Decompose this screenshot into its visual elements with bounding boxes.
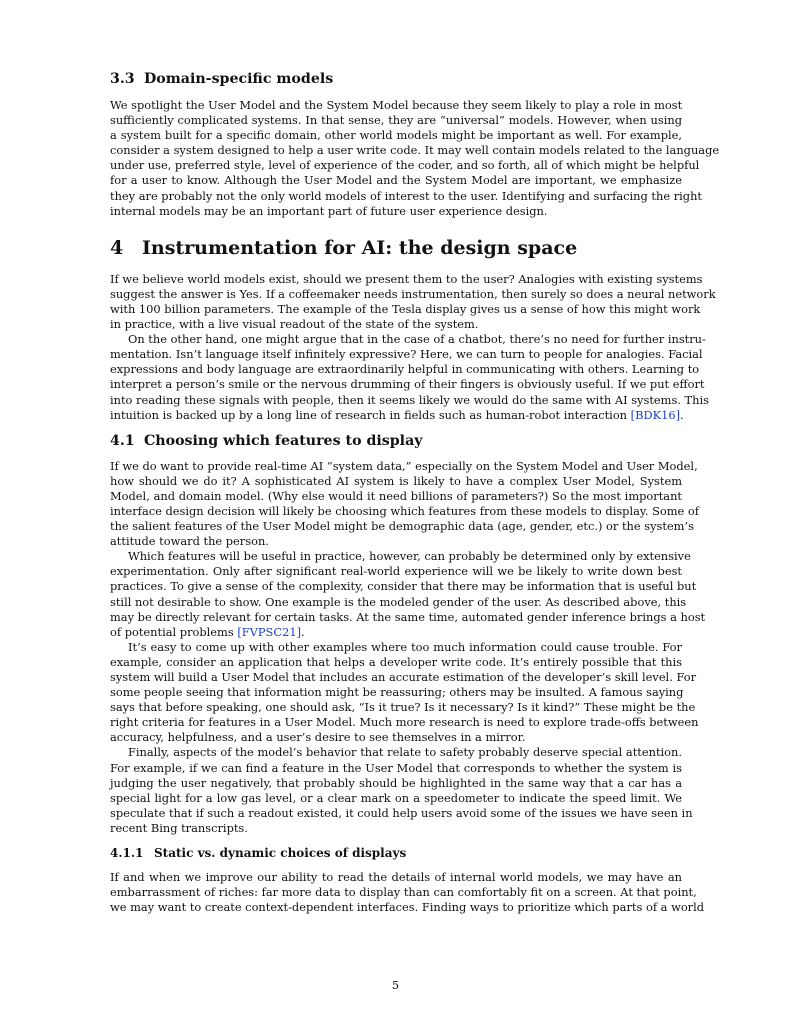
text-line: interface design decision will likely be choosing which features from these models to display. Some of bbox=[110, 503, 699, 518]
section-title: Choosing which features to display bbox=[144, 432, 423, 449]
text-span: of potential problems bbox=[110, 624, 238, 639]
section-4-1-paragraph-2 bbox=[110, 549, 706, 640]
text-line: some people seeing that information might be reassuring; others may be insulted. A famous saying bbox=[110, 685, 684, 700]
text-line: Finally, aspects of the model’s behavior that relate to safety probably deserve special attention. bbox=[128, 745, 682, 760]
text-span: intuition is backed up by a long line of research in fields such as human-robot interaction bbox=[110, 407, 631, 422]
text-line: experimentation. Only after significant real-world experience will we be likely to write down best bbox=[110, 564, 682, 579]
text-line: We spotlight the User Model and the System Model because they seem likely to play a role in most bbox=[110, 98, 683, 112]
section-4-1-1-paragraph bbox=[110, 870, 705, 915]
text-line: says that before speaking, one should ask, “Is it true? Is it necessary? Is it kind?” These might be the bbox=[110, 700, 696, 715]
section-4-1-paragraph-4 bbox=[110, 745, 693, 836]
text-line: If we do want to provide real-time AI “system data,” especially on the System Model and User Model, bbox=[110, 458, 698, 473]
citation-link[interactable]: [FVPSC21] bbox=[237, 624, 302, 639]
text-line: consider a system designed to help a user write code. It may well contain models related to the language bbox=[110, 143, 720, 158]
text-line: Which features will be useful in practice, however, can probably be determined only by extensive bbox=[128, 549, 691, 564]
section-number: 4 bbox=[110, 236, 124, 259]
text-line: attitude toward the person. bbox=[110, 534, 269, 549]
text-line: suggest the answer is Yes. If a coffeemaker needs instrumentation, then surely so does a neural network bbox=[110, 286, 716, 301]
text-line: expressions and body language are extraordinarily helpful in communicating with others. Learning to bbox=[110, 362, 700, 377]
text-line: with 100 billion parameters. The example of the Tesla display gives us a sense of how this might work bbox=[110, 301, 701, 316]
text-line: practices. To give a sense of the complexity, consider that there may be information that is useful but bbox=[110, 579, 697, 594]
text-line: If we believe world models exist, should we present them to the user? Analogies with existing systems bbox=[110, 271, 703, 286]
text-line: It’s easy to come up with other examples where too much information could cause trouble. For bbox=[128, 639, 682, 654]
section-number: 4.1.1 bbox=[110, 846, 144, 861]
text-line: Model, and domain model. (Why else would it need billions of parameters?) So the most important bbox=[110, 488, 682, 503]
section-4-1-paragraph-1 bbox=[110, 458, 699, 550]
section-title: Static vs. dynamic choices of displays bbox=[154, 846, 407, 861]
text-line: accuracy, helpfulness, and a user’s desire to see themselves in a mirror. bbox=[110, 730, 526, 745]
text-span: . bbox=[301, 624, 305, 639]
text-line: sufficiently complicated systems. In that sense, they are “universal” models. However, when using bbox=[110, 113, 682, 128]
citation-link[interactable]: [BDK16] bbox=[630, 407, 681, 422]
paper-page bbox=[110, 62, 720, 915]
text-line bbox=[110, 408, 682, 423]
section-3-3-paragraph bbox=[110, 98, 720, 219]
text-line bbox=[110, 625, 682, 640]
section-number: 3.3 bbox=[110, 71, 135, 87]
text-line: how should we do it? A sophisticated AI system is likely to have a complex User Model, System bbox=[110, 473, 682, 488]
text-line: On the other hand, one might argue that in the case of a chatbot, there’s no need for further instru- bbox=[128, 332, 706, 347]
text-line: interpret a person’s smile or the nervous drumming of their fingers is obviously useful. If we put effort bbox=[110, 377, 705, 392]
section-title: Domain-specific models bbox=[144, 71, 334, 87]
text-line: If and when we improve our ability to read the details of internal world models, we may have an bbox=[110, 870, 682, 885]
text-line: embarrassment of riches: far more data to display than can comfortably fit on a screen. At that point, bbox=[110, 885, 697, 900]
text-line: we may want to create context-dependent interfaces. Finding ways to prioritize which parts of a world bbox=[110, 900, 705, 915]
section-4-1-heading bbox=[110, 432, 682, 450]
text-line: mentation. Isn’t language itself infinitely expressive? Here, we can turn to people for analogies. Facial bbox=[110, 347, 703, 362]
text-line: internal models may be an important part of future user experience design. bbox=[110, 203, 548, 218]
text-line: may be directly relevant for certain tasks. At the same time, automated gender inference brings a host bbox=[110, 609, 706, 624]
text-line: For example, if we can find a feature in the User Model that corresponds to whether the system is bbox=[110, 760, 682, 775]
section-3-3-heading bbox=[110, 70, 682, 88]
text-line: in practice, with a live visual readout of the state of the system. bbox=[110, 317, 479, 332]
text-line: recent Bing transcripts. bbox=[110, 820, 248, 835]
text-line: they are probably not the only world models of interest to the user. Identifying and surfacing the right bbox=[110, 188, 702, 203]
section-4-heading bbox=[110, 236, 682, 260]
text-line: example, consider an application that helps a developer write code. It’s entirely possible that this bbox=[110, 654, 682, 669]
text-line: judging the user negatively, that probably should be highlighted in the same way that a car has a bbox=[110, 775, 682, 790]
section-4-paragraph-2 bbox=[110, 332, 709, 423]
section-4-1-1-heading bbox=[110, 845, 682, 861]
text-line: under use, preferred style, level of experience of the coder, and so forth, all of which might be helpful bbox=[110, 158, 700, 173]
page-number: 5 bbox=[391, 978, 400, 992]
section-4-paragraph-1 bbox=[110, 271, 716, 332]
section-title: Instrumentation for AI: the design space bbox=[142, 236, 578, 259]
section-4-1-paragraph-3 bbox=[110, 639, 699, 746]
text-line: the salient features of the User Model might be demographic data (age, gender, etc.) or the system’s bbox=[110, 519, 694, 534]
text-line: into reading these signals with people, then it seems likely we would do the same with AI systems. This bbox=[110, 392, 709, 407]
text-line: a system built for a specific domain, other world models might be important as well. For example, bbox=[110, 128, 682, 143]
text-line: right criteria for features in a User Model. Much more research is need to explore trade-offs between bbox=[110, 715, 699, 730]
text-line: speculate that if such a readout existed, it could help users avoid some of the issues we have seen in bbox=[110, 805, 693, 820]
text-span: . bbox=[680, 407, 684, 422]
text-line: for a user to know. Although the User Model and the System Model are important, we emphasize bbox=[110, 173, 682, 188]
text-line: special light for a low gas level, or a clear mark on a speedometer to indicate the speed limit. We bbox=[110, 790, 682, 805]
text-line: still not desirable to show. One example is the modeled gender of the user. As described above, this bbox=[110, 594, 687, 609]
section-number: 4.1 bbox=[110, 432, 135, 449]
text-line: system will build a User Model that includes an accurate estimation of the developer’s skill level. For bbox=[110, 670, 697, 684]
